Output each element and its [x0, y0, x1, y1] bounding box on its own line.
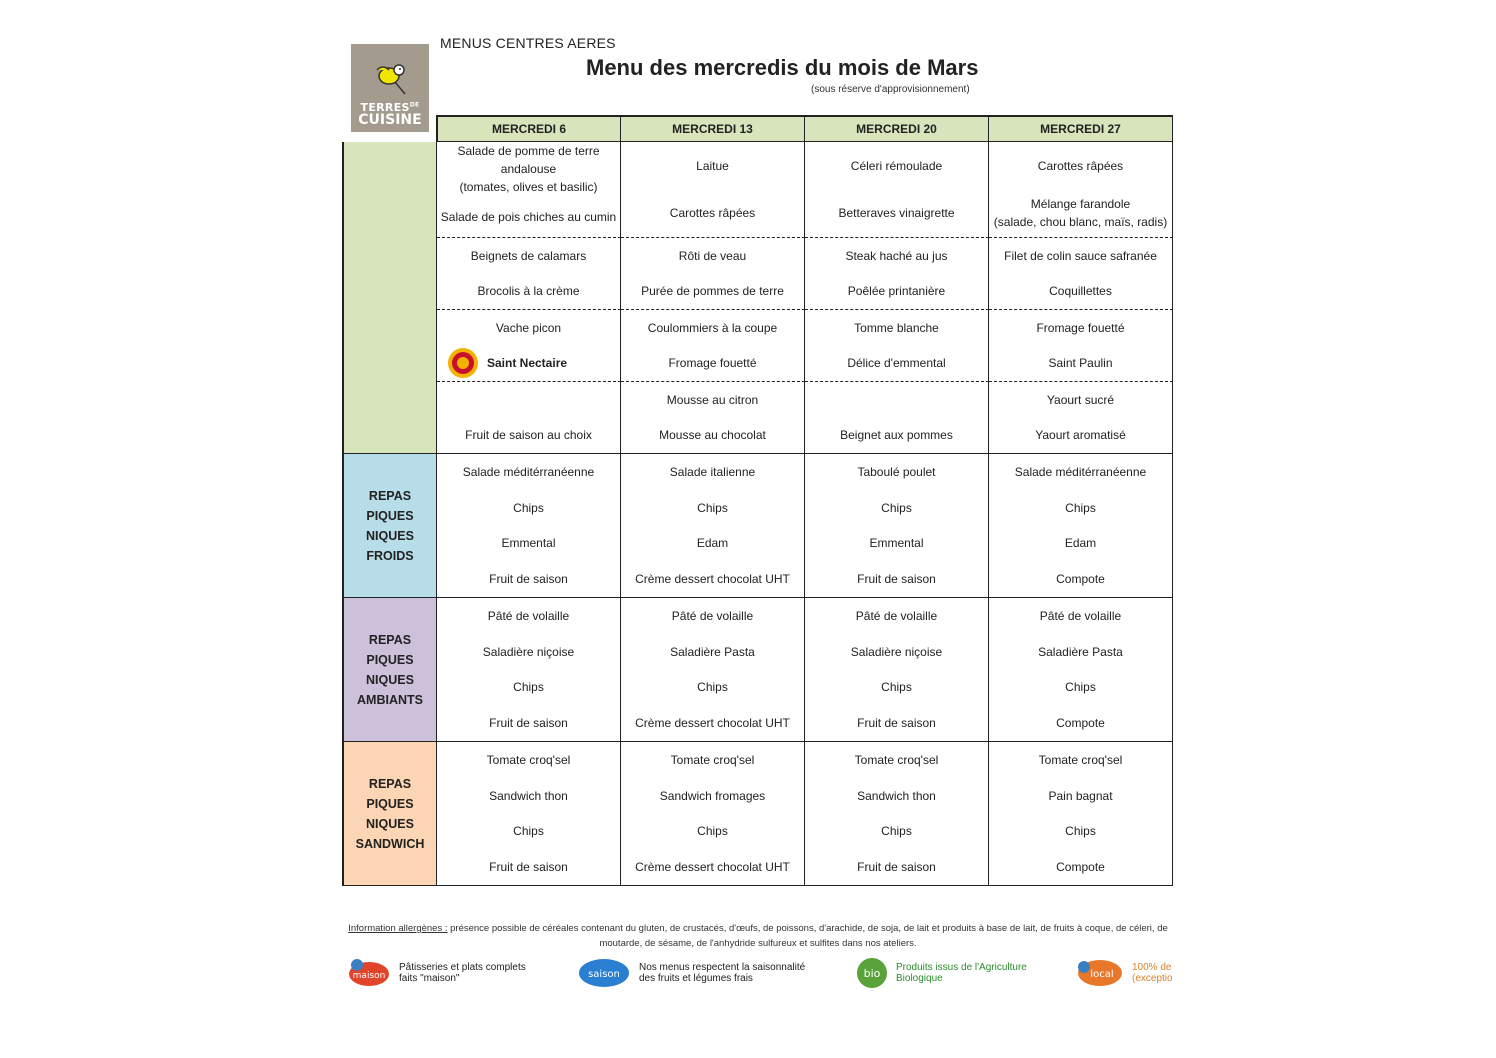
menu-item: Pâté de volaille — [487, 608, 570, 623]
menu-item: Steak haché au jus — [845, 248, 948, 263]
course-cell — [437, 310, 621, 382]
svg-text:local: local — [1090, 969, 1114, 980]
menu-item: Chips — [881, 500, 912, 515]
menu-item: Brocolis à la crème — [477, 284, 580, 299]
menu-item: Fromage fouetté — [668, 356, 757, 371]
legend-local-text: 100% de (exceptio — [1132, 962, 1173, 984]
aop-label-icon — [447, 347, 479, 379]
menu-item: Compote — [1056, 716, 1105, 731]
menu-item: Saladière niçoise — [482, 644, 575, 659]
menu-item: Saladière niçoise — [850, 644, 943, 659]
menu-item: Beignets de calamars — [470, 248, 587, 263]
course-cell — [805, 238, 989, 310]
menu-item: Pâté de volaille — [855, 608, 938, 623]
course-cell — [805, 142, 989, 238]
svg-text:maison: maison — [352, 971, 386, 981]
header-label: MENUS CENTRES AERES — [440, 35, 616, 51]
menu-item: Crème dessert chocolat UHT — [635, 716, 790, 731]
legend-maison — [347, 955, 526, 991]
menu-item: Mousse au citron — [666, 392, 759, 407]
menu-item: Chips — [1065, 500, 1096, 515]
menu-item: Chips — [881, 680, 912, 695]
menu-item: Fruit de saison — [489, 572, 568, 587]
menu-item: Chips — [881, 824, 912, 839]
picnic-cell — [805, 742, 989, 886]
course-cell — [989, 382, 1173, 454]
legend-maison-text: Pâtisseries et plats complets faits "maison" — [399, 962, 526, 984]
menu-item: Pâté de volaille — [671, 608, 754, 623]
picnic-cell — [805, 598, 989, 742]
menu-item: Emmental — [501, 536, 556, 551]
local-badge-icon — [1076, 957, 1124, 989]
day-header: MERCREDI 27 — [989, 115, 1173, 142]
menu-item: Tomate croq'sel — [486, 752, 571, 767]
menu-item: Chips — [697, 824, 728, 839]
menu-item: Emmental — [869, 536, 924, 551]
menu-item: Coulommiers à la coupe — [647, 320, 778, 335]
menu-item: Délice d'emmental — [847, 356, 946, 371]
allergen-text: présence possible de céréales contenant du gluten, de crustacés, d'œufs, de poissons, d'arachide, de soja, de lait et produits à base de lait, de fruits à coque, de céleri, de moutarde, de sésame, de l'anhydride sulfureux et sulfites dans nos ateliers. — [447, 923, 1168, 949]
menu-item: Tomate croq'sel — [854, 752, 939, 767]
menu-item: Sandwich fromages — [659, 788, 766, 803]
picnic-cell — [621, 454, 805, 598]
logo-line1: TERRES — [360, 101, 410, 114]
picnic-cell — [805, 454, 989, 598]
picnic-cell — [621, 598, 805, 742]
picnic-side-label: REPAS PIQUES NIQUES AMBIANTS — [342, 598, 437, 742]
course-cell — [621, 382, 805, 454]
menu-item — [437, 346, 620, 382]
table-corner — [342, 115, 437, 142]
menu-item — [437, 382, 620, 418]
menu-item: Beignet aux pommes — [840, 428, 953, 443]
menu-item: Carottes râpées — [1037, 158, 1124, 173]
menu-item: Fruit de saison — [857, 716, 936, 731]
menu-item: Filet de colin sauce safranée — [1004, 248, 1157, 263]
menu-item: Saladière Pasta — [1038, 644, 1123, 659]
menu-item: Betteraves vinaigrette — [838, 206, 955, 221]
menu-item: Fruit de saison — [857, 860, 936, 875]
picnic-cell — [989, 598, 1173, 742]
menu-item: Chips — [1065, 680, 1096, 695]
svg-text:bio: bio — [863, 967, 881, 980]
picnic-cell — [437, 454, 621, 598]
course-cell — [437, 382, 621, 454]
menu-item: Saladière Pasta — [670, 644, 755, 659]
page-title: Menu des mercredis du mois de Mars — [586, 55, 979, 80]
menu-item: Tomate croq'sel — [670, 752, 755, 767]
menu-item: Compote — [1056, 572, 1105, 587]
menu-item: Chips — [513, 680, 544, 695]
menu-item: Mélange farandole (salade, chou blanc, maïs, radis) — [993, 197, 1168, 230]
menu-item: Céleri rémoulade — [850, 158, 943, 173]
course-cell — [437, 142, 621, 238]
menu-item: Salade de pomme de terre andalouse (tomates, olives et basilic) — [457, 144, 600, 194]
menu-item: Crème dessert chocolat UHT — [635, 860, 790, 875]
menu-item: Chips — [513, 500, 544, 515]
course-cell — [989, 142, 1173, 238]
menu-item: Salade de pois chiches au cumin — [440, 209, 617, 224]
menu-item: Yaourt sucré — [1046, 392, 1115, 407]
bird-icon — [369, 56, 411, 96]
menu-item: Purée de pommes de terre — [641, 284, 784, 299]
course-cell — [989, 310, 1173, 382]
aop-cheese-label: Saint Nectaire — [487, 356, 568, 371]
menu-item: Tomme blanche — [854, 320, 939, 335]
menu-item: Edam — [1064, 536, 1097, 551]
menu-item: Saint Paulin — [1048, 356, 1113, 371]
picnic-cell — [989, 454, 1173, 598]
course-cell — [989, 238, 1173, 310]
course-cell — [805, 382, 989, 454]
allergen-info — [347, 921, 1169, 951]
logo-line1-sup: DE — [409, 101, 420, 109]
picnic-cell — [437, 598, 621, 742]
course-cell — [621, 310, 805, 382]
menu-item: Salade méditérranéenne — [462, 464, 595, 479]
menu-item: Chips — [513, 824, 544, 839]
svg-text:saison: saison — [588, 969, 620, 980]
maison-badge-icon — [347, 957, 391, 989]
menu-item: Coquillettes — [1049, 284, 1112, 299]
menu-item: Taboulé poulet — [857, 464, 936, 479]
course-cell — [805, 310, 989, 382]
menu-item: Crème dessert chocolat UHT — [635, 572, 790, 587]
allergen-label: Information allergènes : — [348, 923, 448, 934]
bio-leaf-icon — [856, 957, 888, 989]
menu-item: Poêlée printanière — [847, 284, 946, 299]
day-header: MERCREDI 6 — [437, 115, 621, 142]
legend-local — [1076, 955, 1174, 991]
menu-item: Fruit de saison au choix — [465, 428, 592, 443]
menu-item: Vache picon — [495, 320, 562, 335]
picnic-cell — [989, 742, 1173, 886]
course-cell — [621, 238, 805, 310]
menu-item: Pâté de volaille — [1039, 608, 1122, 623]
legend-bio-text: Produits issus de l'Agriculture Biologique — [896, 962, 1027, 984]
menu-item: Mousse au chocolat — [659, 428, 766, 443]
menu-table — [342, 115, 1174, 888]
menu-item: Laitue — [696, 158, 729, 173]
menu-item: Compote — [1056, 860, 1105, 875]
picnic-side-label: REPAS PIQUES NIQUES SANDWICH — [342, 742, 437, 886]
menu-item — [805, 382, 988, 418]
menu-item: Fruit de saison — [489, 716, 568, 731]
legend-bio — [856, 955, 1027, 991]
lunch-side-label — [342, 142, 437, 454]
menu-item: Sandwich thon — [489, 788, 568, 803]
legend-saison — [577, 955, 805, 991]
menu-item: Chips — [1065, 824, 1096, 839]
menu-item: Rôti de veau — [678, 248, 747, 263]
menu-item: Chips — [697, 500, 728, 515]
menu-item: Fruit de saison — [489, 860, 568, 875]
menu-item: Salade méditérranéenne — [1014, 464, 1147, 479]
course-cell — [437, 238, 621, 310]
menu-item: Fromage fouetté — [1036, 320, 1125, 335]
picnic-cell — [621, 742, 805, 886]
menu-item: Edam — [696, 536, 729, 551]
logo-line2: CUISINE — [358, 112, 422, 128]
menu-item: Salade italienne — [669, 464, 756, 479]
menu-item: Yaourt aromatisé — [1035, 428, 1126, 443]
day-header: MERCREDI 13 — [621, 115, 805, 142]
menu-item: Carottes râpées — [669, 206, 756, 221]
legend-saison-text: Nos menus respectent la saisonnalité des fruits et légumes frais — [639, 962, 806, 984]
picnic-side-label: REPAS PIQUES NIQUES FROIDS — [342, 454, 437, 598]
page-subtitle: (sous réserve d'approvisionnement) — [811, 84, 970, 95]
saison-badge-icon — [577, 957, 631, 989]
course-cell — [621, 142, 805, 238]
menu-item: Tomate croq'sel — [1038, 752, 1123, 767]
day-header: MERCREDI 20 — [805, 115, 989, 142]
menu-item: Pain bagnat — [1048, 788, 1113, 803]
menu-item: Sandwich thon — [857, 788, 936, 803]
menu-item: Fruit de saison — [857, 572, 936, 587]
picnic-cell — [437, 742, 621, 886]
menu-item: Chips — [697, 680, 728, 695]
